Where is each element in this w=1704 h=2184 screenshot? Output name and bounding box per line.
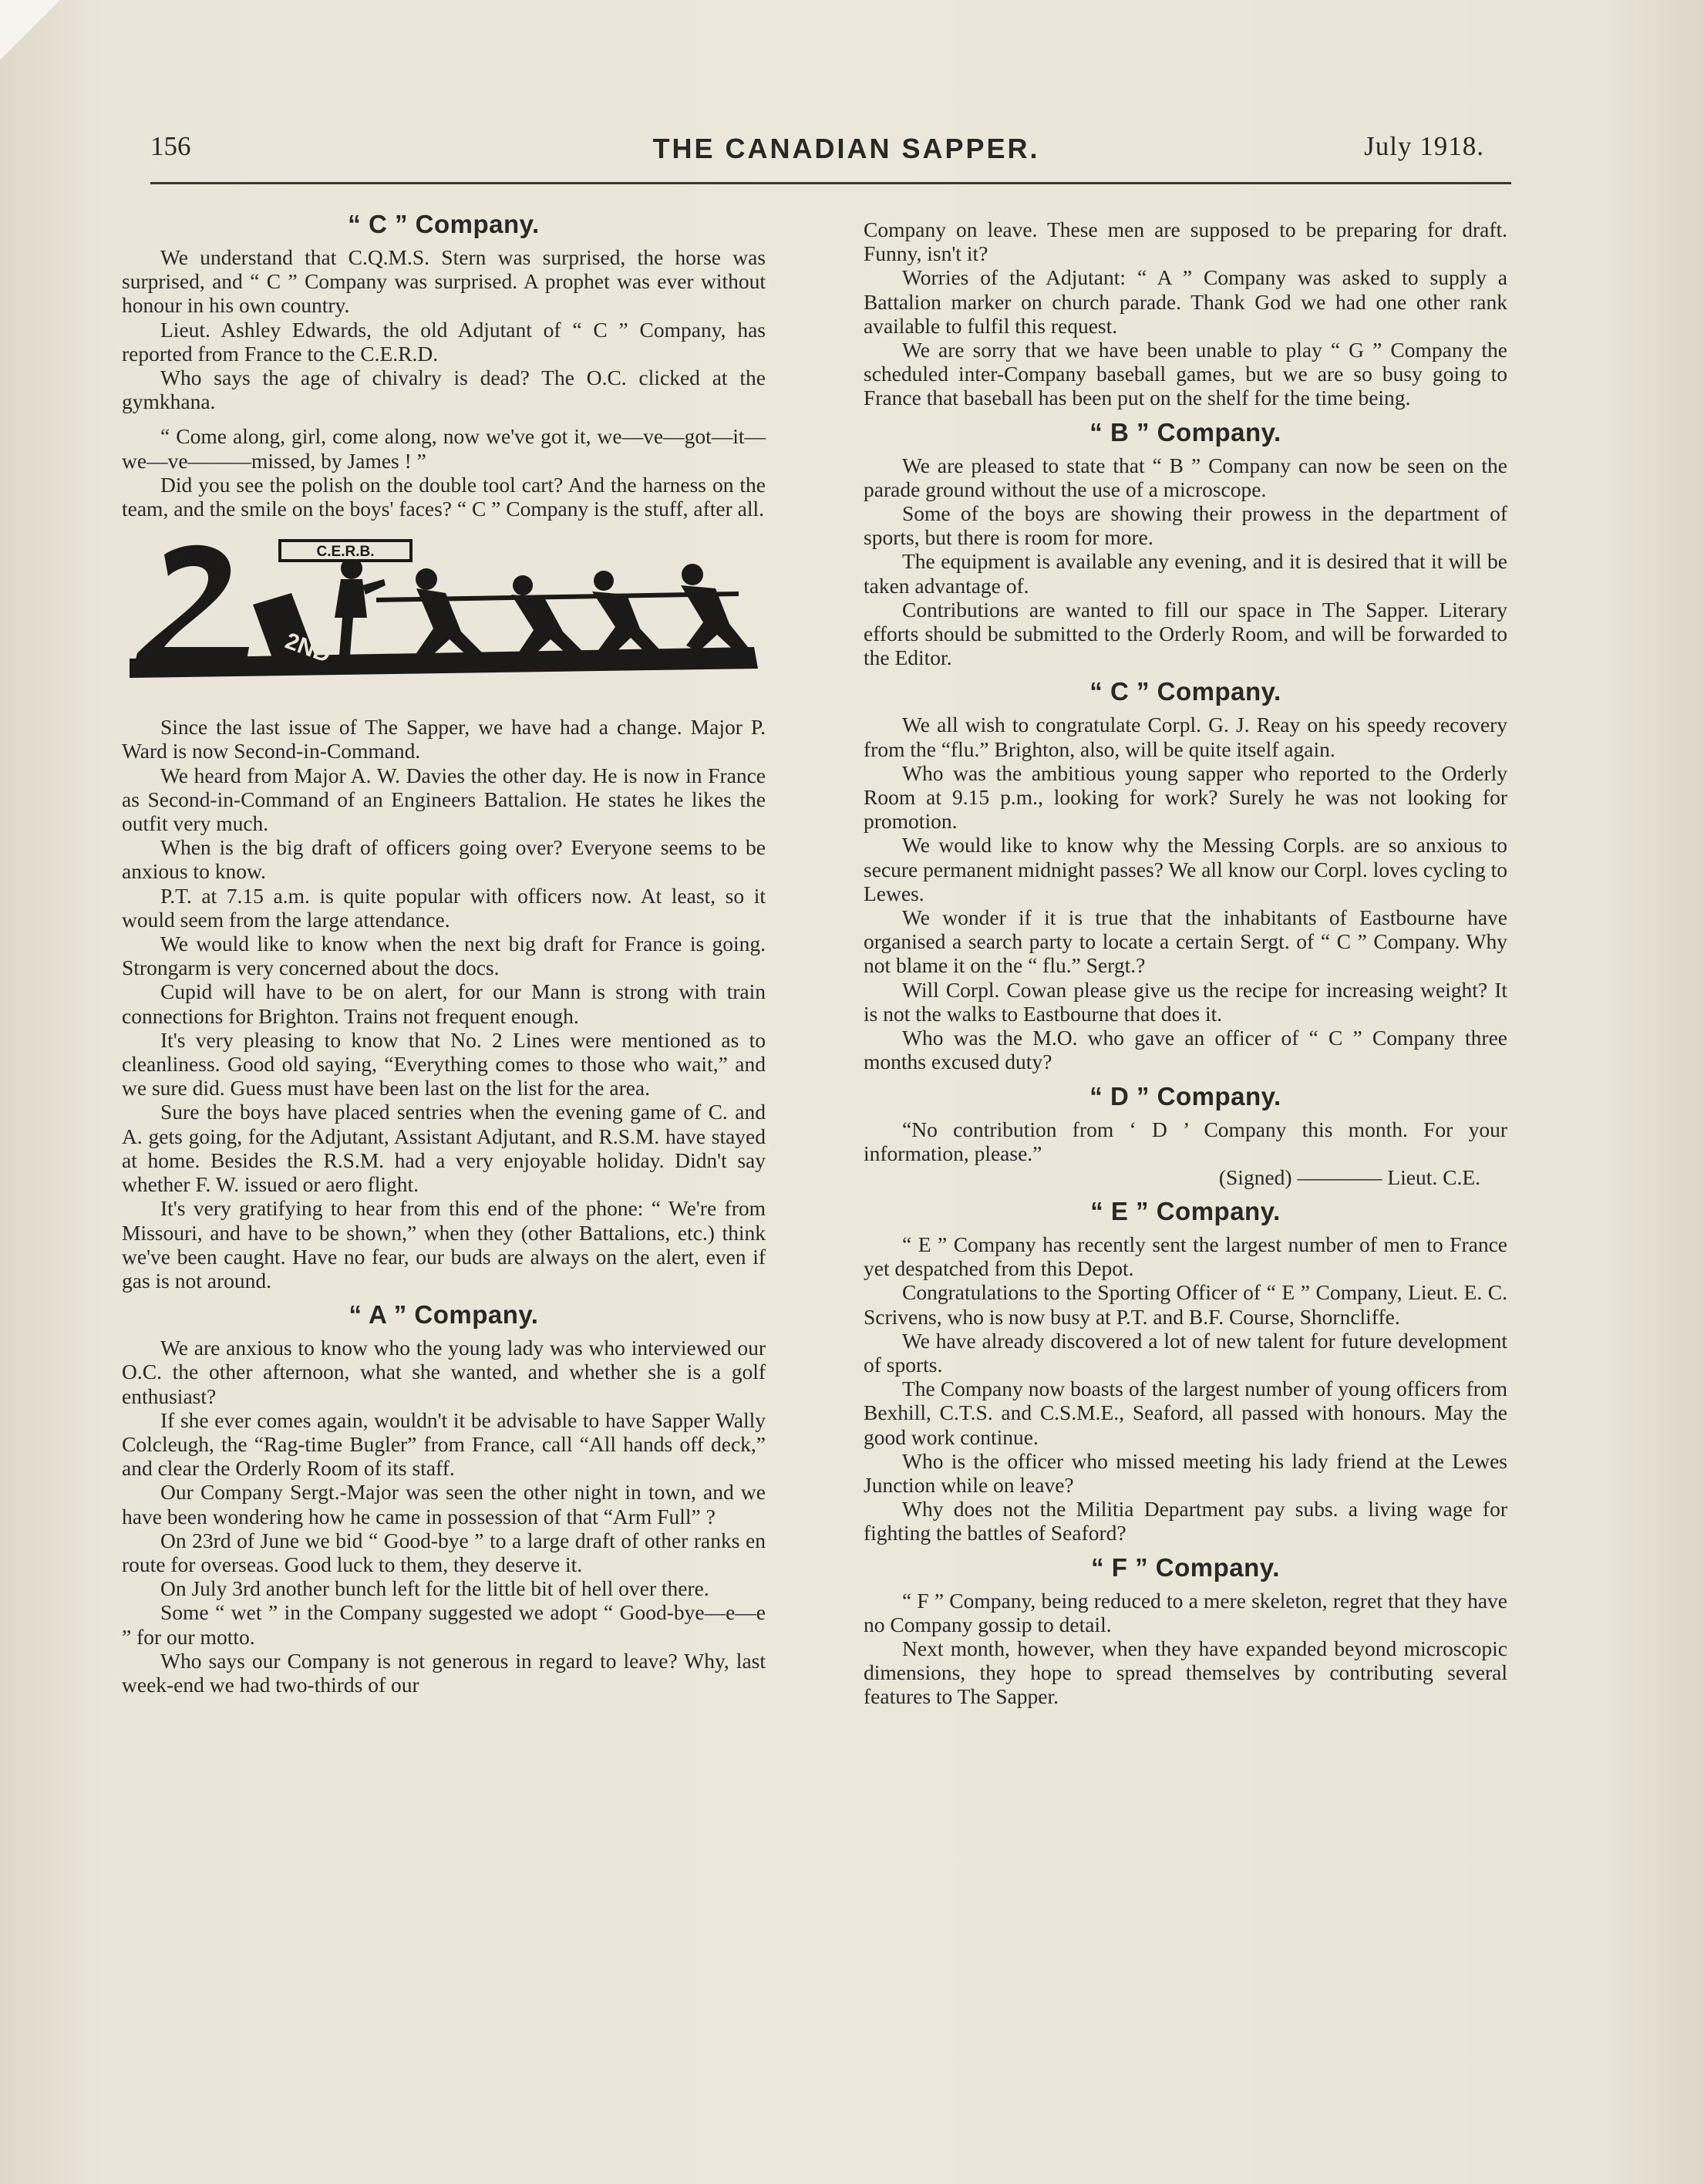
paragraph: Next month, however, when they have expanded beyond microscopic dimensions, they hope to spread themselves by contributing several features to The Sapper.: [864, 1636, 1507, 1709]
banner-label: C.E.R.B.: [316, 544, 375, 561]
a-company-continued: [864, 217, 1507, 410]
paragraph: We would like to know when the next big draft for France is going. Strongarm is very concerned about the docs.: [122, 932, 766, 980]
figure-label: 2ND: [281, 628, 335, 669]
paragraph: Some “ wet ” in the Company suggested we adopt “ Good-bye—e—e ” for our motto.: [122, 1600, 766, 1649]
left-column: [122, 202, 766, 1697]
folded-corner: [0, 0, 60, 60]
magazine-title: THE CANADIAN SAPPER.: [652, 133, 1040, 164]
paragraph: Will Corpl. Cowan please give us the recipe for increasing weight? It is not the walks to Eastbourne that does it.: [864, 977, 1507, 1026]
paragraph: Cupid will have to be on alert, for our Mann is strong with train connections for Brighton. Trains not frequent enough.: [122, 979, 766, 1028]
paragraph: Since the last issue of The Sapper, we have had a change. Major P. Ward is now Second-in-Command.: [122, 715, 766, 763]
general-notes-section: [122, 715, 766, 1293]
b-company-section: [864, 418, 1507, 670]
silhouette-drawing: [122, 531, 766, 693]
paragraph: The Company now boasts of the largest number of young officers from Bexhill, C.T.S. and C.S.M.E., Seaford, all passed with honours. May the good work continue.: [864, 1377, 1507, 1449]
paragraph: We have already discovered a lot of new talent for future development of sports.: [864, 1328, 1507, 1377]
d-company-section: [864, 1082, 1507, 1189]
paragraph: We wonder if it is true that the inhabitants of Eastbourne have organised a search party to locate a certain Sergt. of “ C ” Company. Why not blame it on the “ flu.” Sergt.?: [864, 905, 1507, 978]
paragraph: Who was the M.O. who gave an officer of “ C ” Company three months excused duty?: [864, 1026, 1507, 1074]
c-company-section-1: [122, 210, 766, 521]
section-heading: “ A ” Company.: [349, 1300, 539, 1330]
paragraph: The equipment is available any evening, and it is desired that it will be taken advantage of.: [864, 549, 1507, 598]
header-rule: [150, 182, 1511, 184]
signature-line: (Signed) ———— Lieut. C.E.: [1218, 1164, 1480, 1189]
paragraph: Who is the officer who missed meeting his lady friend at the Lewes Junction while on leave?: [864, 1448, 1507, 1497]
section-heading: “ E ” Company.: [1090, 1196, 1281, 1225]
paragraph: “No contribution from ‘ D ’ Company this month. For your information, please.”: [864, 1117, 1507, 1165]
paragraph: We all wish to congratulate Corpl. G. J. Reay on his speedy recovery from the “flu.” Brighton, also, will be quite itself again.: [864, 713, 1507, 761]
paragraph: “ F ” Company, being reduced to a mere skeleton, regret that they have no Company gossip to detail.: [864, 1588, 1507, 1636]
f-company-section: [864, 1553, 1507, 1709]
paragraph: Why does not the Militia Department pay subs. a living wage for fighting the battles of Seaford?: [864, 1497, 1507, 1545]
tug-of-war-illustration: [122, 531, 766, 693]
paragraph: Some of the boys are showing their prowess in the department of sports, but there is room for more.: [864, 501, 1507, 550]
paragraph: Worries of the Adjutant: “ A ” Company was asked to supply a Battalion marker on church parade. Thank God we had one other rank available to fulfil this request.: [864, 265, 1507, 338]
paragraph: When is the big draft of officers going over? Everyone seems to be anxious to know.: [122, 835, 766, 884]
section-heading: “ C ” Company.: [348, 210, 540, 238]
paragraph: Who says the age of chivalry is dead? The O.C. clicked at the gymkhana.: [122, 366, 766, 414]
paragraph: Who says our Company is not generous in regard to leave? Why, last week-end we had two-thirds of our: [122, 1648, 766, 1697]
paragraph: We would like to know why the Messing Corpls. are so anxious to secure permanent midnight passes? We all know our Corpl. loves cycling to Lewes.: [864, 833, 1507, 905]
section-heading: “ B ” Company.: [1089, 417, 1281, 447]
paragraph: On 23rd of June we bid “ Good-bye ” to a large draft of other ranks en route for overseas. Good luck to them, they deserve it.: [122, 1528, 766, 1576]
paragraph: “ Come along, girl, come along, now we've got it, we—ve—got—it—we—ve———missed, by James ! ”: [122, 424, 766, 473]
paragraph: On July 3rd another bunch left for the little bit of hell over there.: [160, 1576, 709, 1601]
paragraph: It's very gratifying to hear from this end of the phone: “ We're from Missouri, and have to be shown,” when they (other Battalions, etc.) think we've been caught. Have no fear, our buds are always on the alert, even if gas is not around.: [122, 1196, 766, 1293]
paragraph: We understand that C.Q.M.S. Stern was surprised, the horse was surprised, and “ C ” Company was surprised. A prophet was ever without honour in his own country.: [122, 245, 766, 318]
e-company-section: [864, 1197, 1507, 1545]
paragraph: Our Company Sergt.-Major was seen the other night in town, and we have been wondering how he came in possession of that “Arm Full” ?: [122, 1480, 766, 1528]
paragraph: Contributions are wanted to fill our space in The Sapper. Literary efforts should be submitted to the Orderly Room, and will be forwarded to the Editor.: [864, 597, 1507, 670]
paragraph: It's very pleasing to know that No. 2 Lines were mentioned as to cleanliness. Good old saying, “Everything comes to those who wait,” and we sure did. Guess must have been last on the list for the area.: [122, 1027, 766, 1100]
c-company-section-2: [864, 677, 1507, 1073]
paragraph: Lieut. Ashley Edwards, the old Adjutant of “ C ” Company, has reported from France to the C.E.R.D.: [122, 317, 766, 366]
paragraph: P.T. at 7.15 a.m. is quite popular with officers now. At least, so it would seem from the large attendance.: [122, 883, 766, 932]
paragraph: Sure the boys have placed sentries when the evening game of C. and A. gets going, for the Adjutant, Assistant Adjutant, and R.S.M. have stayed at home. Besides the R.S.M. had a very enjoyable holiday. Didn't say whether F. W. issued or aero flight.: [122, 1100, 766, 1197]
issue-date: July 1918.: [1364, 131, 1484, 161]
paragraph: We heard from Major A. W. Davies the other day. He is now in France as Second-in-Command of an Engineers Battalion. He states he likes the outfit very much.: [122, 763, 766, 836]
paragraph: Company on leave. These men are supposed to be preparing for draft. Funny, isn't it?: [864, 217, 1507, 266]
page-number: 156: [150, 131, 191, 161]
right-column: [864, 217, 1507, 1709]
section-heading: “ F ” Company.: [1091, 1552, 1280, 1582]
paragraph: Who was the ambitious young sapper who reported to the Orderly Room at 9.15 p.m., looking for work? Surely he was not looking for promotion.: [864, 760, 1507, 834]
page-header: [150, 131, 1511, 177]
paragraph: Congratulations to the Sporting Officer of “ E ” Company, Lieut. E. C. Scrivens, who is now busy at P.T. and B.F. Course, Shorncliffe.: [864, 1280, 1507, 1329]
paragraph: Did you see the polish on the double tool cart? And the harness on the team, and the smile on the boys' faces? “ C ” Company is the stuff, after all.: [122, 472, 766, 521]
paragraph: We are sorry that we have been unable to play “ G ” Company the scheduled inter-Company baseball games, but we are so busy going to France that baseball has been put on the shelf for the time being.: [864, 338, 1507, 410]
paragraph: “ E ” Company has recently sent the largest number of men to France yet despatched from this Depot.: [864, 1232, 1507, 1281]
paragraph: If she ever comes again, wouldn't it be advisable to have Sapper Wally Colcleugh, the “Rag-time Bugler” from France, call “All hands off deck,” and clear the Orderly Room of its staff.: [122, 1407, 766, 1481]
a-company-section: [122, 1300, 766, 1697]
section-heading: “ D ” Company.: [1089, 1081, 1281, 1111]
section-heading: “ C ” Company.: [1089, 677, 1281, 706]
paragraph: We are pleased to state that “ B ” Company can now be seen on the parade ground without the use of a microscope.: [864, 453, 1507, 501]
paragraph: We are anxious to know who the young lady was who interviewed our O.C. the other afternoon, what she wanted, and whether she is a golf enthusiast?: [122, 1336, 766, 1408]
